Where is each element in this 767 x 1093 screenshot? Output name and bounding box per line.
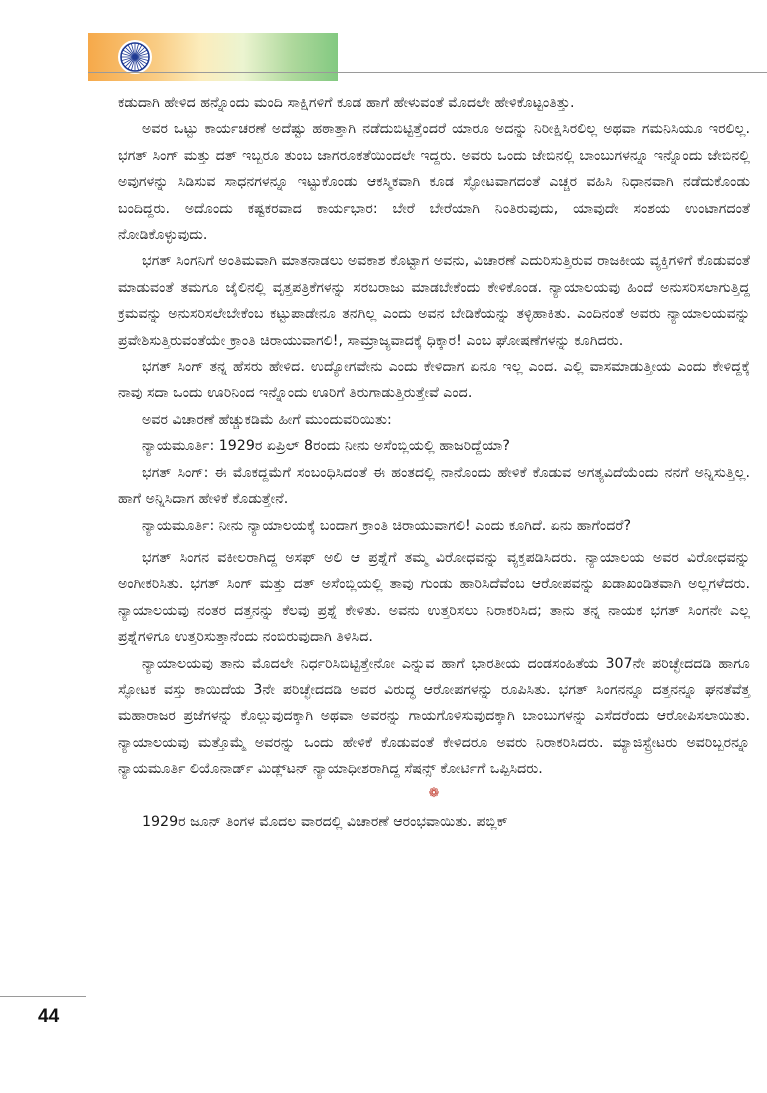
paragraph: ಅವರ ಒಟ್ಟು ಕಾರ್ಯಚರಣೆ ಅದೆಷ್ಟು ಹಠಾತ್ತಾಗಿ ನಡೆದುಬಿಟ್ಟಿತ್ತೆಂದರೆ ಯಾರೂ ಅದನ್ನು ನಿರೀಕ್ಷಿಸಿರಲಿಲ್ಲ ಅಥವಾ ಗಮನಿಸಿಯೂ ಇರಲಿಲ್ಲ. ಭಗತ್ ಸಿಂಗ್ ಮತ್ತು ದತ್ ಇಬ್ಬರೂ ತುಂಬ ಜಾಗರೂಕತೆಯಿಂದಲೇ ಇದ್ದರು. ಅವರು ಒಂದು ಜೇಬಿನಲ್ಲಿ ಬಾಂಬುಗಳನ್ನೂ ಇನ್ನೊಂದು ಜೇಬಿನಲ್ಲಿ ಅವುಗಳನ್ನು ಸಿಡಿಸುವ ಸಾಧನಗಳನ್ನೂ ಇಟ್ಟುಕೊಂಡು ಆಕಸ್ಮಿಕವಾಗಿ ಕೂಡ ಸ್ಫೋಟವಾಗದಂತೆ ಎಚ್ಚರ ವಹಿಸಿ ನಿಧಾನವಾಗಿ ನಡೆದುಕೊಂಡು ಬಂದಿದ್ದರು. ಅದೊಂದು ಕಷ್ಟಕರವಾದ ಕಾರ್ಯಭಾರ: ಬೇರೆ ಬೇರೆಯಾಗಿ ನಿಂತಿರುವುದು, ಯಾವುದೇ ಸಂಶಯ ಉಂಟಾಗದಂತೆ ನೋಡಿಕೊಳ್ಳುವುದು.	[118, 121, 750, 244]
section-separator-ornament: ❁	[428, 785, 440, 801]
header-rule	[88, 72, 767, 73]
ashoka-chakra-icon	[118, 40, 152, 74]
paragraph: ಭಗತ್ ಸಿಂಗ್ ತನ್ನ ಹೆಸರು ಹೇಳಿದ. ಉದ್ಯೋಗವೇನು ಎಂದು ಕೇಳಿದಾಗ ಏನೂ ಇಲ್ಲ ಎಂದ. ಎಲ್ಲಿ ವಾಸಮಾಡುತ್ತೀಯ ಎಂದು ಕೇಳಿದ್ದಕ್ಕೆ ನಾವು ಸದಾ ಒಂದು ಊರಿನಿಂದ ಇನ್ನೊಂದು ಊರಿಗೆ ತಿರುಗಾಡುತ್ತಿರುತ್ತೇವೆ ಎಂದ.	[118, 359, 750, 402]
paragraph: 1929ರ ಜೂನ್ ತಿಂಗಳ ಮೊದಲ ವಾರದಲ್ಲಿ ವಿಚಾರಣೆ ಆರಂಭವಾಯಿತು. ಪಬ್ಲಿಕ್	[142, 813, 508, 830]
page-number: 44	[38, 1006, 60, 1027]
dialogue-line: ನ್ಯಾಯಮೂರ್ತಿ: ನೀನು ನ್ಯಾಯಾಲಯಕ್ಕೆ ಬಂದಾಗ ಕ್ರಾಂತಿ ಚಿರಾಯುವಾಗಲಿ! ಎಂದು ಕೂಗಿದೆ. ಏನು ಹಾಗೆಂದರೆ?	[142, 517, 631, 534]
dialogue-line: ನ್ಯಾಯಮೂರ್ತಿ: 1929ರ ಏಪ್ರಿಲ್ 8ರಂದು ನೀನು ಅಸೆಂಬ್ಲಿಯಲ್ಲಿ ಹಾಜರಿದ್ದೆಯಾ?	[142, 438, 510, 455]
paragraph: ನ್ಯಾಯಾಲಯವು ತಾನು ಮೊದಲೇ ನಿರ್ಧರಿಸಿಬಿಟ್ಟಿತ್ತೇನೋ ಎನ್ನುವ ಹಾಗೆ ಭಾರತೀಯ ದಂಡಸಂಹಿತೆಯ 307ನೇ ಪರಿಚ್ಛೇದದಡಿ ಹಾಗೂ ಸ್ಫೋಟಕ ವಸ್ತು ಕಾಯಿದೆಯ 3ನೇ ಪರಿಚ್ಛೇದದಡಿ ಅವರ ವಿರುದ್ಧ ಆರೋಪಗಳನ್ನು ರೂಪಿಸಿತು. ಭಗತ್ ಸಿಂಗನನ್ನೂ ದತ್ತನನ್ನೂ ಘನತೆವೆತ್ತ ಮಹಾರಾಜರ ಪ್ರಜೆಗಳನ್ನು ಕೊಲ್ಲುವುದಕ್ಕಾಗಿ ಅಥವಾ ಅವರನ್ನು ಗಾಯಗೊಳಿಸುವುದಕ್ಕಾಗಿ ಬಾಂಬುಗಳನ್ನು ಎಸೆದರೆಂದು ಆರೋಪಿಸಲಾಯಿತು. ನ್ಯಾಯಾಲಯವು ಮತ್ತೊಮ್ಮೆ ಅವರನ್ನು ಒಂದು ಹೇಳಿಕೆ ಕೊಡುವಂತೆ ಕೇಳಿದರೂ ಅವರು ನಿರಾಕರಿಸಿದರು. ಮ್ಯಾಜಿಸ್ಟ್ರೇಟರು ಅವರಿಬ್ಬರನ್ನೂ ನ್ಯಾಯಮೂರ್ತಿ ಲಿಯೊನಾರ್ಡ್ ಮಿಡ್ಲ್‌ಟನ್ ನ್ಯಾಯಾಧೀಶರಾಗಿದ್ದ ಸೆಷನ್ಸ್ ಕೋರ್ಟಿಗೆ ಒಪ್ಪಿಸಿದರು.	[118, 655, 750, 778]
dialogue-line: ಭಗತ್ ಸಿಂಗ್: ಈ ಮೊಕದ್ದಮೆಗೆ ಸಂಬಂಧಿಸಿದಂತೆ ಈ ಹಂತದಲ್ಲಿ ನಾನೊಂದು ಹೇಳಿಕೆ ಕೊಡುವ ಅಗತ್ಯವಿದೆಯೆಂದು ನನಗೆ ಅನ್ನಿಸುತ್ತಿಲ್ಲ. ಹಾಗೆ ಅನ್ನಿಸಿದಾಗ ಹೇಳಿಕೆ ಕೊಡುತ್ತೇನೆ.	[118, 464, 750, 508]
footer-rule	[0, 996, 86, 997]
page-body	[118, 90, 750, 835]
paragraph: ಭಗತ್ ಸಿಂಗನ ವಕೀಲರಾಗಿದ್ದ ಅಸಫ್ ಅಲಿ ಆ ಪ್ರಶ್ನೆಗೆ ತಮ್ಮ ವಿರೋಧವನ್ನು ವ್ಯಕ್ತಪಡಿಸಿದರು. ನ್ಯಾಯಾಲಯ ಅವರ ವಿರೋಧವನ್ನು ಅಂಗೀಕರಿಸಿತು. ಭಗತ್ ಸಿಂಗ್ ಮತ್ತು ದತ್ ಅಸೆಂಬ್ಲಿಯಲ್ಲಿ ತಾವು ಗುಂಡು ಹಾರಿಸಿದೆವೆಂಬ ಆರೋಪವನ್ನು ಖಡಾಖಂಡಿತವಾಗಿ ಅಲ್ಲಗಳೆದರು. ನ್ಯಾಯಾಲಯವು ನಂತರ ದತ್ತನನ್ನು ಕೆಲವು ಪ್ರಶ್ನೆ ಕೇಳಿತು. ಅವನು ಉತ್ತರಿಸಲು ನಿರಾಕರಿಸಿದ; ತಾನು ತನ್ನ ನಾಯಕ ಭಗತ್ ಸಿಂಗನೇ ಎಲ್ಲ ಪ್ರಶ್ನೆಗಳಿಗೂ ಉತ್ತರಿಸುತ್ತಾನೆಂದು ನಂಬಿರುವುದಾಗಿ ತಿಳಿಸಿದ.	[118, 549, 750, 646]
paragraph: ಕಡುದಾಗಿ ಹೇಳಿದ ಹನ್ನೊಂದು ಮಂದಿ ಸಾಕ್ಷಿಗಳಿಗೆ ಕೂಡ ಹಾಗೆ ಹೇಳುವಂತೆ ಮೊದಲೇ ಹೇಳಿಕೊಟ್ಟಂತಿತ್ತು.	[118, 95, 575, 111]
paragraph: ಭಗತ್ ಸಿಂಗನಿಗೆ ಅಂತಿಮವಾಗಿ ಮಾತನಾಡಲು ಅವಕಾಶ ಕೊಟ್ಟಾಗ ಅವನು, ವಿಚಾರಣೆ ಎದುರಿಸುತ್ತಿರುವ ರಾಜಕೀಯ ವ್ಯಕ್ತಿಗಳಿಗೆ ಕೊಡುವಂತೆ ಮಾಡುವಂತೆ ತಮಗೂ ಜೈಲಿನಲ್ಲಿ ವೃತ್ತಪತ್ರಿಕೆಗಳನ್ನು ಸರಬರಾಜು ಮಾಡಬೇಕೆಂದು ಕೇಳಿಕೊಂಡ. ನ್ಯಾಯಾಲಯವು ಹಿಂದೆ ಅನುಸರಿಸಲಾಗುತ್ತಿದ್ದ ಕ್ರಮವನ್ನು ಅನುಸರಿಸಲೇಬೇಕೆಂಬ ಕಟ್ಟುಪಾಡೇನೂ ತನಗಿಲ್ಲ ಎಂದು ಅವನ ಬೇಡಿಕೆಯನ್ನು ತಳ್ಳಿಹಾಕಿತು. ಎಂದಿನಂತೆ ಅವರು ನ್ಯಾಯಾಲಯವನ್ನು ಪ್ರವೇಶಿಸುತ್ತಿರುವಂತೆಯೇ ಕ್ರಾಂತಿ ಚಿರಾಯುವಾಗಲಿ!, ಸಾಮ್ರಾಜ್ಯವಾದಕ್ಕೆ ಧಿಕ್ಕಾರ! ಎಂಬ ಘೋಷಣೆಗಳನ್ನು ಕೂಗಿದರು.	[118, 253, 750, 349]
paragraph: ಅವರ ವಿಚಾರಣೆ ಹೆಚ್ಚುಕಡಿಮೆ ಹೀಗೆ ಮುಂದುವರಿಯಿತು:	[142, 411, 392, 428]
